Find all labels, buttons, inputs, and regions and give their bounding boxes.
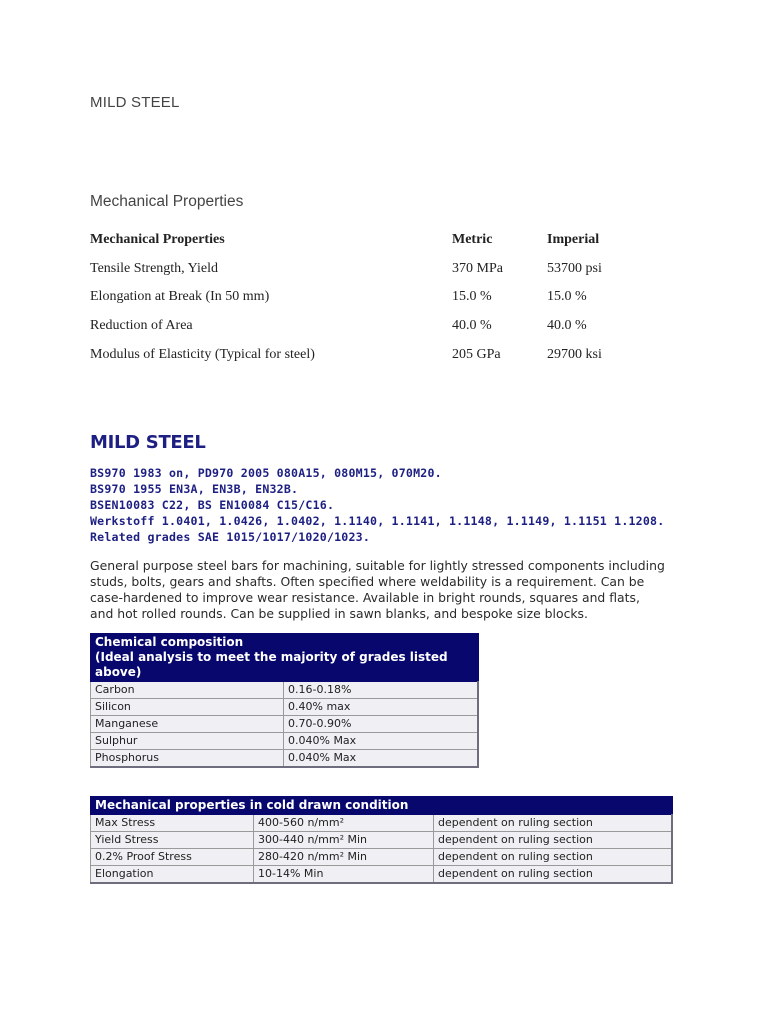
property-value: 300-440 n/mm² Min bbox=[254, 832, 434, 849]
table-row bbox=[90, 261, 650, 281]
table-row bbox=[91, 866, 673, 884]
metric-value: 40.0 % bbox=[452, 318, 492, 333]
element-value: 0.040% Max bbox=[284, 733, 479, 750]
property-note: dependent on ruling section bbox=[434, 849, 673, 866]
grade-line: Related grades SAE 1015/1017/1020/1023. bbox=[90, 530, 371, 544]
column-header-property: Mechanical Properties bbox=[90, 232, 225, 247]
table-row bbox=[90, 347, 650, 367]
grade-line: BS970 1983 on, PD970 2005 080A15, 080M15, 070M20. bbox=[90, 466, 442, 480]
description-line: studs, bolts, gears and shafts. Often specified where weldability is a requirement. Can be bbox=[90, 574, 645, 589]
property-name: Max Stress bbox=[91, 815, 254, 832]
table-row bbox=[90, 289, 650, 309]
element-name: Silicon bbox=[91, 699, 284, 716]
element-value: 0.040% Max bbox=[284, 750, 479, 768]
table-header-subtitle: (Ideal analysis to meet the majority of grades listed above) bbox=[95, 650, 448, 679]
property-name: 0.2% Proof Stress bbox=[91, 849, 254, 866]
metric-value: 370 MPa bbox=[452, 261, 503, 276]
imperial-value: 40.0 % bbox=[547, 318, 587, 333]
grade-line: BSEN10083 C22, BS EN10084 C15/C16. bbox=[90, 498, 335, 512]
property-note: dependent on ruling section bbox=[434, 832, 673, 849]
element-name: Carbon bbox=[91, 682, 284, 699]
table-header-title: Chemical composition bbox=[95, 635, 244, 649]
property-value: 10-14% Min bbox=[254, 866, 434, 884]
table-row bbox=[91, 750, 479, 768]
table-header: Mechanical properties in cold drawn condition bbox=[91, 797, 673, 815]
section-title: Mechanical Properties bbox=[90, 193, 244, 210]
property-value: 280-420 n/mm² Min bbox=[254, 849, 434, 866]
property-name: Yield Stress bbox=[91, 832, 254, 849]
table-row bbox=[91, 716, 479, 733]
table-row bbox=[91, 849, 673, 866]
property-name: Modulus of Elasticity (Typical for steel) bbox=[90, 347, 315, 362]
table-row bbox=[91, 815, 673, 832]
element-value: 0.40% max bbox=[284, 699, 479, 716]
table-row bbox=[91, 682, 479, 699]
property-note: dependent on ruling section bbox=[434, 866, 673, 884]
document-title: MILD STEEL bbox=[90, 94, 180, 111]
column-header-metric: Metric bbox=[452, 232, 493, 247]
property-note: dependent on ruling section bbox=[434, 815, 673, 832]
table-header-row bbox=[90, 232, 650, 252]
column-header-imperial: Imperial bbox=[547, 232, 600, 247]
element-name: Manganese bbox=[91, 716, 284, 733]
grade-line: Werkstoff 1.0401, 1.0426, 1.0402, 1.1140, 1.1141, 1.1148, 1.1149, 1.1151 1.1208. bbox=[90, 514, 665, 528]
element-name: Phosphorus bbox=[91, 750, 284, 768]
table-row bbox=[91, 733, 479, 750]
grade-line: BS970 1955 EN3A, EN3B, EN32B. bbox=[90, 482, 299, 496]
property-name: Elongation at Break (In 50 mm) bbox=[90, 289, 270, 304]
element-value: 0.70-0.90% bbox=[284, 716, 479, 733]
element-name: Sulphur bbox=[91, 733, 284, 750]
property-name: Reduction of Area bbox=[90, 318, 193, 333]
imperial-value: 29700 ksi bbox=[547, 347, 602, 362]
table-header bbox=[91, 634, 479, 682]
table-row bbox=[91, 699, 479, 716]
property-name: Elongation bbox=[91, 866, 254, 884]
table-row bbox=[91, 832, 673, 849]
imperial-value: 53700 psi bbox=[547, 261, 602, 276]
description-line: case-hardened to improve wear resistance. Available in bright rounds, squares and flats, bbox=[90, 590, 640, 605]
chemical-composition-table bbox=[90, 633, 479, 768]
table-row bbox=[90, 318, 650, 338]
property-value: 400-560 n/mm² bbox=[254, 815, 434, 832]
property-name: Tensile Strength, Yield bbox=[90, 261, 218, 276]
description-line: and hot rolled rounds. Can be supplied in sawn blanks, and bespoke size blocks. bbox=[90, 606, 588, 621]
cold-drawn-properties-table bbox=[90, 796, 673, 884]
metric-value: 15.0 % bbox=[452, 289, 492, 304]
element-value: 0.16-0.18% bbox=[284, 682, 479, 699]
steel-heading: MILD STEEL bbox=[90, 432, 206, 453]
imperial-value: 15.0 % bbox=[547, 289, 587, 304]
metric-value: 205 GPa bbox=[452, 347, 501, 362]
description-line: General purpose steel bars for machining, suitable for lightly stressed components including bbox=[90, 558, 665, 573]
